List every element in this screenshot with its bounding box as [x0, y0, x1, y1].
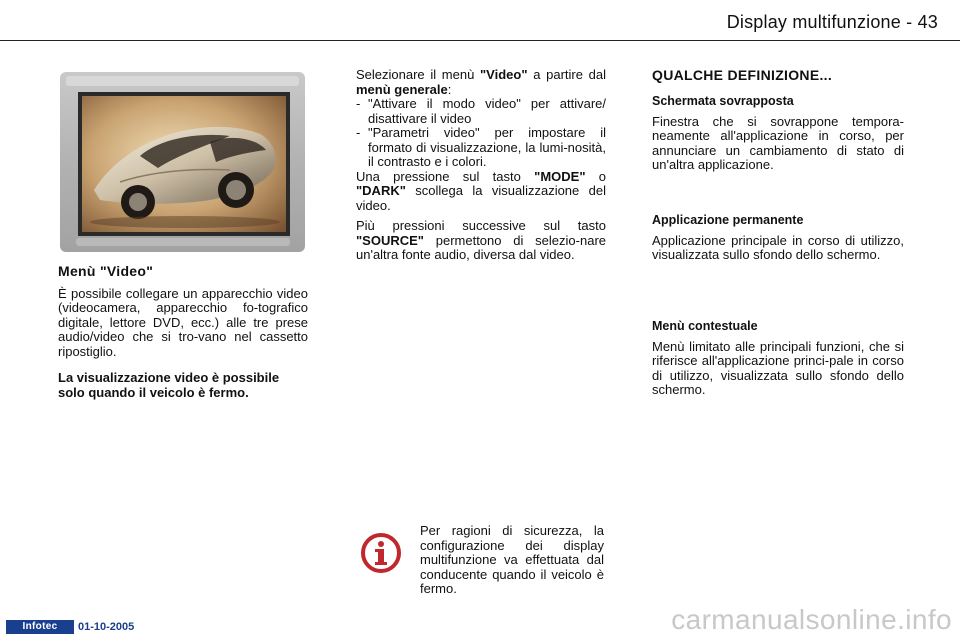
definition-item — [652, 94, 904, 173]
definition-text: Finestra che si sovrappone tempora-neamente all'applicazione in corso, per annunciare un cambiamento di stato di un'altra applicazione. — [652, 113, 904, 172]
definition-text: Menù limitato alle principali funzioni, che si riferisce all'applicazione princi-pale in corso di utilizzo, visualizzata sullo sfondo dello schermo. — [652, 338, 904, 397]
intro-paragraph: Selezionare il menù "Video" a partire dal menù generale: — [356, 67, 606, 97]
safety-info-text: Per ragioni di sicurezza, la configurazione dei display multifunzione va effettuata dal conducente quando il veicolo è fermo. — [420, 523, 604, 596]
definition-text: Applicazione principale in corso di utilizzo, visualizzata sullo sfondo dello schermo. — [652, 232, 904, 262]
source-paragraph: Più pressioni successive sul tasto "SOURCE" permettono di selezio-nare un'altra fonte audio, diversa dal video. — [356, 218, 606, 262]
definition-term: Schermata sovrapposta — [652, 94, 794, 108]
watermark: carmanualsonline.info — [671, 604, 952, 635]
video-connection-paragraph: È possibile collegare un apparecchio video (videocamera, apparecchio fo-tografico digitale, lettore DVD, ecc.) alle tre prese audio/video che si tro-vano nel cassetto ripostiglio. — [58, 285, 308, 359]
definition-term: Menù contestuale — [652, 319, 758, 333]
definition-term: Applicazione permanente — [652, 213, 804, 227]
video-menu-section — [58, 264, 308, 400]
safety-info-box — [420, 524, 604, 597]
video-instructions — [356, 68, 606, 263]
video-options-list — [356, 97, 606, 170]
definitions-section — [652, 67, 904, 397]
definitions-heading: QUALCHE DEFINIZIONE... — [652, 67, 833, 83]
page-title: Display multifunzione - 43 — [726, 12, 938, 32]
list-item: - "Parametri video" per impostare il formato di visualizzazione, la lumi-nosità, il contrasto e i colori. — [356, 125, 606, 169]
definition-item — [652, 213, 904, 263]
page-header — [0, 0, 960, 41]
mode-dark-paragraph: Una pressione sul tasto "MODE" o "DARK" scollega la visualizzazione del video. — [356, 168, 606, 213]
section-heading: Menù "Video" — [58, 263, 154, 279]
display-photo — [60, 72, 305, 252]
list-item: - "Attivare il modo video" per attivare/ disattivare il video — [356, 96, 606, 126]
infotec-badge: Infotec — [6, 620, 74, 634]
info-icon — [360, 532, 402, 574]
safety-note: La visualizzazione video è possibile solo quando il veicolo è fermo. — [58, 370, 280, 400]
publication-date: 01-10-2005 — [78, 621, 135, 633]
definition-item — [652, 319, 904, 398]
